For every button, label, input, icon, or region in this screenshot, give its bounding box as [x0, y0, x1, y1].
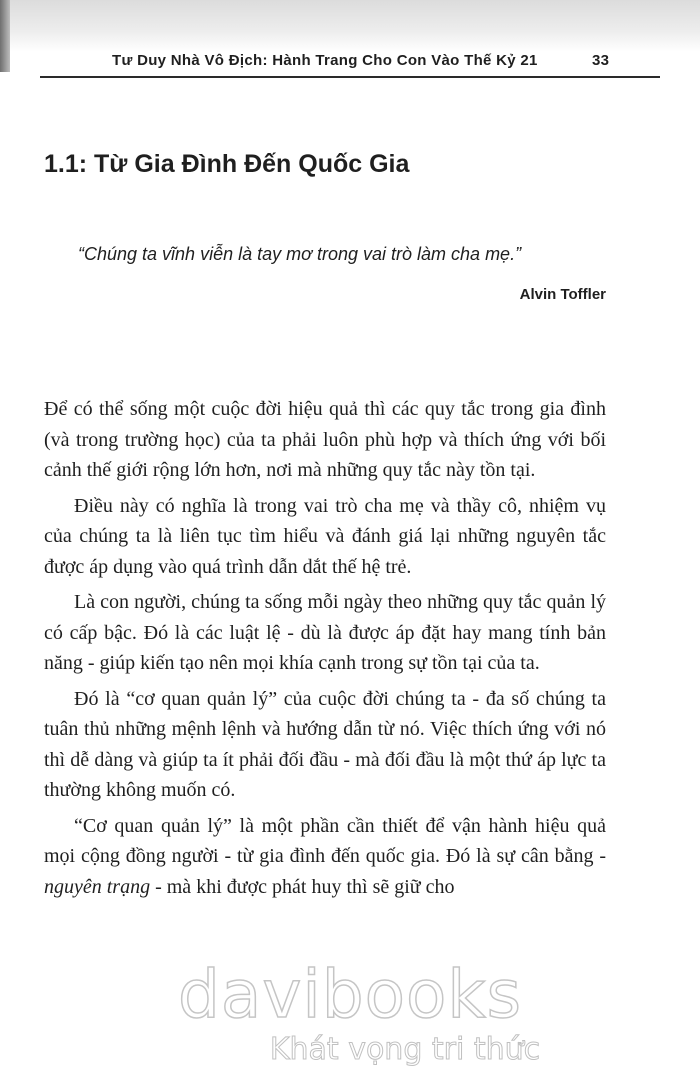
epigraph-quote: “Chúng ta vĩnh viễn là tay mơ trong vai trò làm cha mẹ.” [78, 244, 522, 264]
paragraph-5 [44, 811, 606, 903]
running-title: Tư Duy Nhà Vô Địch: Hành Trang Cho Con Vào Thế Kỷ 21 [112, 52, 538, 69]
paragraph-5-start: “Cơ quan quản lý” là một phần cần thiết để vận hành hiệu quả mọi cộng đồng người - từ gia đình đến quốc gia. Đó là sự cân bằng - [44, 814, 606, 867]
epigraph-author: Alvin Toffler [519, 286, 606, 303]
paragraph-4: Đó là “cơ quan quản lý” của cuộc đời chúng ta - đa số chúng ta tuân thủ những mệnh lệnh và hướng dẫn từ nó. Việc thích ứng với nó thì dễ dàng và giúp ta ít phải đối đầu - mà đối đầu là một thứ áp lực ta thường không muốn có. [44, 687, 606, 801]
page-edge-shadow [0, 0, 700, 52]
paragraph-1: Để có thể sống một cuộc đời hiệu quả thì các quy tắc trong gia đình (và trong trường học) của ta phải luôn phù hợp và thích ứng với bối cảnh thế giới rộng lớn hơn, nơi mà những quy tắc này tồn tại. [44, 398, 606, 481]
page-number: 33 [592, 52, 610, 69]
watermark [0, 956, 700, 1067]
body-text [44, 394, 606, 907]
watermark-slogan: Khát vọng tri thức [269, 1032, 541, 1067]
running-header [40, 46, 660, 78]
paragraph-3: Là con người, chúng ta sống mỗi ngày theo những quy tắc quản lý có cấp bậc. Đó là các luật lệ - dù là được áp đặt hay mang tính bản năng - giúp kiến tạo nên mọi khía cạnh trong sự tồn tại của ta. [44, 591, 606, 674]
paragraph-2: Điều này có nghĩa là trong vai trò cha mẹ và thầy cô, nhiệm vụ của chúng ta là liên tục tìm hiểu và đánh giá lại những nguyên tắc được áp dụng vào quá trình dẫn dắt thế hệ trẻ. [44, 494, 606, 578]
watermark-brand: davibooks [178, 956, 522, 1033]
book-spine-shadow [0, 0, 10, 72]
chapter-heading: 1.1: Từ Gia Đình Đến Quốc Gia [44, 150, 410, 178]
paragraph-5-end: - mà khi được phát huy thì sẽ giữ cho [150, 875, 455, 898]
paragraph-5-italic: nguyên trạng [44, 875, 151, 898]
